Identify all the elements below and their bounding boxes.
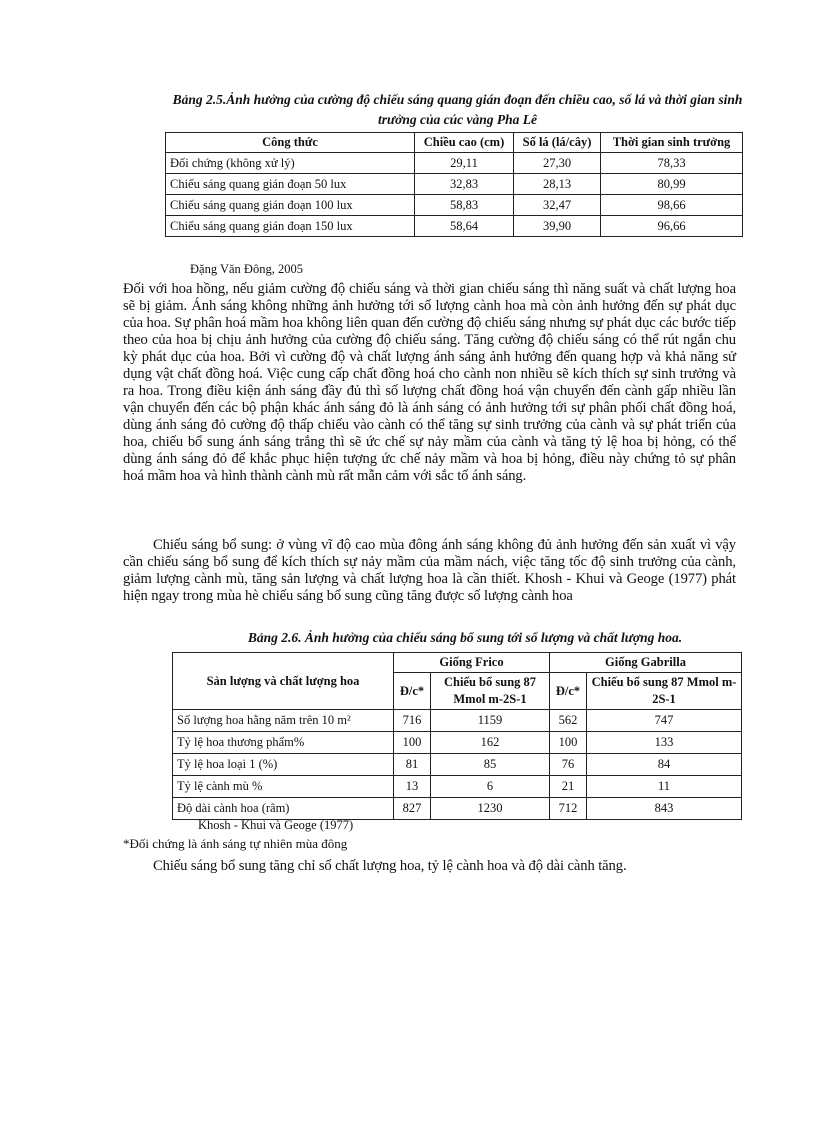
table2-group-header: Giống Frico <box>394 653 550 673</box>
table-cell: 13 <box>394 776 431 798</box>
table-cell: Độ dài cành hoa (râm) <box>173 798 394 820</box>
table-row <box>166 195 743 216</box>
table-cell: 827 <box>394 798 431 820</box>
table-row <box>166 153 743 174</box>
table-row <box>173 710 742 732</box>
table-cell: 843 <box>587 798 742 820</box>
table-cell: Đối chứng (không xử lý) <box>166 153 415 174</box>
table-cell: 11 <box>587 776 742 798</box>
table-cell: 21 <box>550 776 587 798</box>
table-cell: 100 <box>394 732 431 754</box>
table1-header-cell: Chiều cao (cm) <box>415 133 514 153</box>
table1-header-cell: Số lá (lá/cây) <box>514 133 601 153</box>
table-cell: 58,83 <box>415 195 514 216</box>
table2-subheader-cell: Chiếu bổ sung 87 Mmol m-2S-1 <box>587 673 742 710</box>
table-cell: 27,30 <box>514 153 601 174</box>
table-cell: 100 <box>550 732 587 754</box>
table-cell: Chiếu sáng quang gián đoạn 150 lux <box>166 216 415 237</box>
table2-header-row <box>173 653 742 673</box>
table-cell: 84 <box>587 754 742 776</box>
table-cell: Số lượng hoa hằng năm trên 10 m² <box>173 710 394 732</box>
table-cell: 133 <box>587 732 742 754</box>
table-cell: 562 <box>550 710 587 732</box>
table-cell: 28,13 <box>514 174 601 195</box>
table-cell: 29,11 <box>415 153 514 174</box>
table-cell: 80,99 <box>601 174 743 195</box>
table-cell: Chiếu sáng quang gián đoạn 50 lux <box>166 174 415 195</box>
table-row <box>173 754 742 776</box>
table1-source: Đặng Văn Đông, 2005 <box>190 262 303 276</box>
table-cell: 96,66 <box>601 216 743 237</box>
table-row <box>166 174 743 195</box>
table2 <box>172 652 742 820</box>
table-cell: Tỷ lệ cành mù % <box>173 776 394 798</box>
table-cell: 1230 <box>431 798 550 820</box>
table2-subheader-cell: Đ/c* <box>550 673 587 710</box>
table2-source: Khosh - Khui và Geoge (1977) <box>198 818 354 832</box>
table-row <box>173 776 742 798</box>
table2-subheader-cell: Đ/c* <box>394 673 431 710</box>
table-row <box>166 216 743 237</box>
table1-caption: Bảng 2.5.Ảnh hưởng của cường độ chiếu sáng quang gián đoạn đến chiều cao, số lá và thời gian sinh trưởng của cúc vàng Pha Lê <box>172 92 743 127</box>
paragraph-1: Đối với hoa hồng, nếu giảm cường độ chiếu sáng và thời gian chiếu sáng thì năng suất và chất lượng hoa sẽ bị giảm. Ánh sáng không những ảnh hưởng tới số lượng cành hoa mà còn ảnh hưởng đến sự phát dục của hoa. Sự phân hoá mầm hoa không liên quan đến cường độ chiếu sáng nhưng sự phát dục các bước tiếp theo của hoa bị chịu ảnh hưởng của cường độ chiếu sáng. Tăng cường độ chiếu sáng có thể rút ngắn chu kỳ phát dục của hoa. Bởi vì cường độ và chất lượng ánh sáng ảnh hưởng đến quang hợp và khả năng sử dụng vật chất đồng hoá. Việc cung cấp chất đồng hoá cho cành non nhiều sẽ kích thích sự sinh trưởng và ra hoa. Trong điều kiện ánh sáng đầy đủ thì số lượng chất đồng hoá vận chuyển đến cành gấp nhiều lần vận chuyển đến các bộ phận khác ánh sáng đỏ là ánh sáng có ảnh hưởng tới sự phân phối chất đồng hoá, dùng ánh sáng đỏ cường độ thấp chiếu vào cành có thể tăng sự sinh trưởng của cành và sự phát triển của hoa, chiếu bổ sung ánh sáng trắng thì sẽ ức chế sự nảy mầm của cành và tăng tỷ lệ hoa bị hỏng, có thể dùng ánh sáng đỏ để khắc phục hiện tượng ức chế nảy mầm và hoa bị hỏng, điều này chứng tỏ sự phân hoá mầm hoa và hình thành cành mù rất mẫn cảm với sắc tố ánh sáng. <box>123 281 736 484</box>
table-cell: 39,90 <box>514 216 601 237</box>
table2-subheader-cell: Chiếu bổ sung 87 Mmol m-2S-1 <box>431 673 550 710</box>
table-cell: Tỷ lệ hoa thương phẩm% <box>173 732 394 754</box>
table-cell: 712 <box>550 798 587 820</box>
table-cell: 6 <box>431 776 550 798</box>
table1-header-cell: Công thức <box>166 133 415 153</box>
table2-group-header: Giống Gabrilla <box>550 653 742 673</box>
table-cell: 85 <box>431 754 550 776</box>
paragraph-2: Chiếu sáng bổ sung: ở vùng vĩ độ cao mùa đông ánh sáng không đủ ảnh hưởng đến sản xuất vì vậy cần chiếu sáng bổ sung để kích thích sự nảy mầm của mầm nách, việc tăng tốc độ sinh trưởng của cành, giảm lượng cành mù, tăng sản lượng và chất lượng hoa là cần thiết. Khosh - Khui và Geoge (1977) phát hiện ngay trong mùa hè chiếu sáng bổ sung cũng tăng được số lượng cành hoa <box>123 537 736 604</box>
table-cell: 76 <box>550 754 587 776</box>
table-cell: 58,64 <box>415 216 514 237</box>
table1 <box>165 132 743 237</box>
table-cell: 716 <box>394 710 431 732</box>
table-row <box>173 732 742 754</box>
paragraph-3: Chiếu sáng bổ sung tăng chỉ số chất lượng hoa, tỷ lệ cành hoa và độ dài cành tăng. <box>153 858 627 874</box>
table2-header-cell: Sản lượng và chất lượng hoa <box>173 653 394 710</box>
table-cell: 98,66 <box>601 195 743 216</box>
table-row <box>173 798 742 820</box>
table1-header-row <box>166 133 743 153</box>
table-cell: Chiếu sáng quang gián đoạn 100 lux <box>166 195 415 216</box>
table2-caption: Bảng 2.6. Ảnh hưởng của chiếu sáng bổ sung tới số lượng và chất lượng hoa. <box>247 630 683 645</box>
table-cell: 32,83 <box>415 174 514 195</box>
table-cell: Tỷ lệ hoa loại 1 (%) <box>173 754 394 776</box>
footnote: *Đối chứng là ánh sáng tự nhiên mùa đông <box>123 836 348 851</box>
table1-header-cell: Thời gian sinh trưởng <box>601 133 743 153</box>
table-cell: 1159 <box>431 710 550 732</box>
table-cell: 162 <box>431 732 550 754</box>
table-cell: 32,47 <box>514 195 601 216</box>
table-cell: 78,33 <box>601 153 743 174</box>
table-cell: 81 <box>394 754 431 776</box>
table-cell: 747 <box>587 710 742 732</box>
